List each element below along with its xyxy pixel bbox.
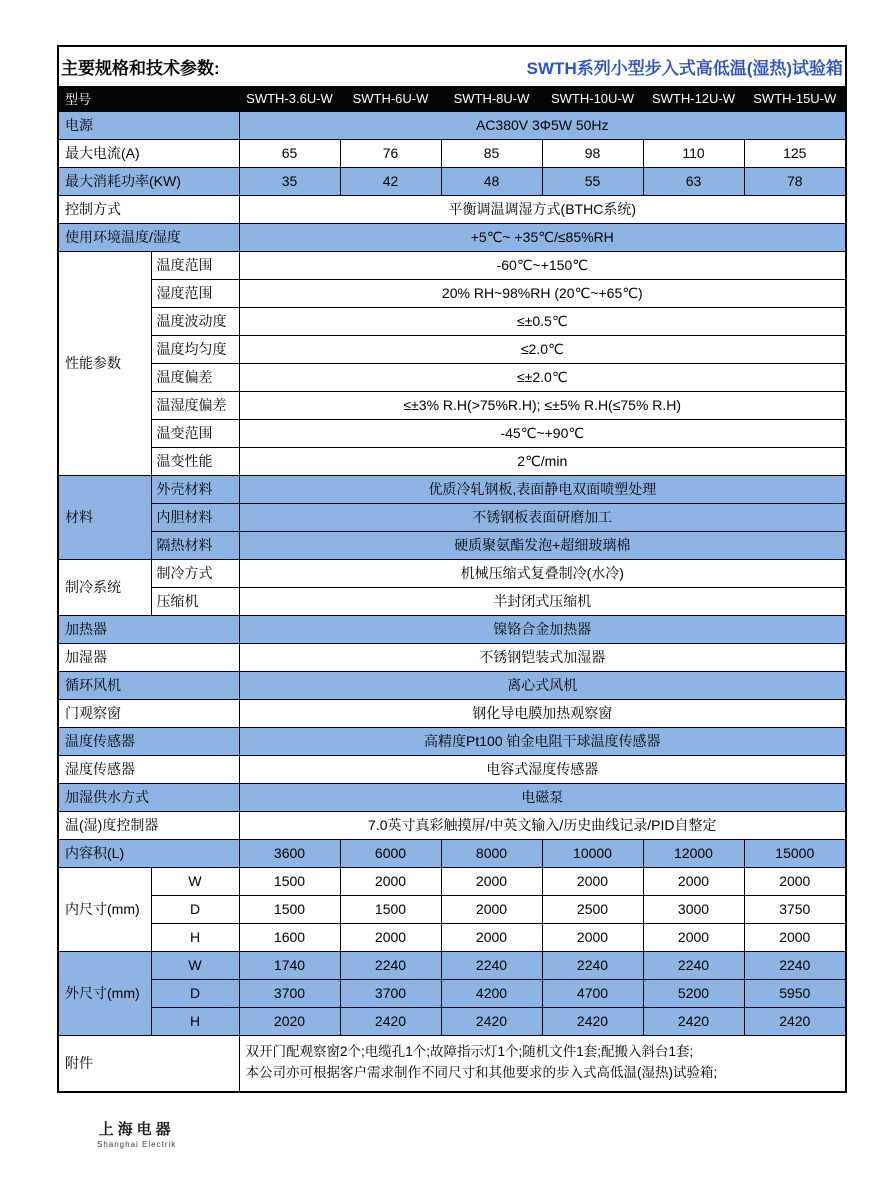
sub-label: 制冷方式 bbox=[151, 559, 239, 587]
sub-value: ≤±3% R.H(>75%R.H); ≤±5% R.H(≤75% R.H) bbox=[239, 391, 846, 419]
value-cell: 3600 bbox=[239, 839, 340, 867]
accessories-line1: 双开门配观察窗2个;电缆孔1个;故障指示灯1个;随机文件1套;配搬入斜台1套; bbox=[245, 1044, 694, 1060]
row-outer-size bbox=[58, 979, 846, 1007]
sub-label: 隔热材料 bbox=[151, 531, 239, 559]
value-cell: 1500 bbox=[239, 867, 340, 895]
sub-label: 温变性能 bbox=[151, 447, 239, 475]
row-heater bbox=[58, 615, 846, 643]
model-name: SWTH-6U-W bbox=[340, 86, 441, 111]
row-inner-size bbox=[58, 867, 846, 895]
sub-label: 温变范围 bbox=[151, 419, 239, 447]
row-water-supply bbox=[58, 783, 846, 811]
row-outer-size bbox=[58, 1007, 846, 1035]
outer-size-group-label: 外尺寸(mm) bbox=[58, 951, 151, 1035]
sub-label: 温湿度偏差 bbox=[151, 391, 239, 419]
refrigeration-group-label: 制冷系统 bbox=[58, 559, 151, 615]
value-cell: 2500 bbox=[542, 895, 643, 923]
model-row bbox=[58, 86, 846, 111]
row-control-value: 平衡调温调湿方式(BTHC系统) bbox=[239, 195, 846, 223]
value-cell: 98 bbox=[542, 139, 643, 167]
dim-label: H bbox=[151, 923, 239, 951]
model-name: SWTH-10U-W bbox=[542, 86, 643, 111]
row-max-current bbox=[58, 139, 846, 167]
value-cell: 3000 bbox=[643, 895, 744, 923]
row-humi-sensor-value: 电容式湿度传感器 bbox=[239, 755, 846, 783]
row-accessories bbox=[58, 1035, 846, 1092]
sub-value: ≤±2.0℃ bbox=[239, 363, 846, 391]
row-power-label: 电源 bbox=[58, 111, 239, 139]
value-cell: 2240 bbox=[744, 951, 846, 979]
sub-value: 不锈钢板表面研磨加工 bbox=[239, 503, 846, 531]
row-fan bbox=[58, 671, 846, 699]
row-temp-sensor-value: 高精度Pt100 铂金电阻干球温度传感器 bbox=[239, 727, 846, 755]
row-max-current-label: 最大电流(A) bbox=[58, 139, 239, 167]
spec-sheet bbox=[57, 45, 847, 1093]
sub-label: 温度波动度 bbox=[151, 307, 239, 335]
row-inner-size bbox=[58, 895, 846, 923]
value-cell: 2020 bbox=[239, 1007, 340, 1035]
row-temp-sensor-label: 温度传感器 bbox=[58, 727, 239, 755]
row-accessories-value bbox=[239, 1035, 846, 1092]
row-temp-sensor bbox=[58, 727, 846, 755]
value-cell: 2000 bbox=[542, 923, 643, 951]
value-cell: 65 bbox=[239, 139, 340, 167]
value-cell: 110 bbox=[643, 139, 744, 167]
row-max-power bbox=[58, 167, 846, 195]
dim-label: W bbox=[151, 867, 239, 895]
model-name: SWTH-15U-W bbox=[744, 86, 846, 111]
sub-label: 内胆材料 bbox=[151, 503, 239, 531]
value-cell: 3700 bbox=[239, 979, 340, 1007]
value-cell: 63 bbox=[643, 167, 744, 195]
sub-value: ≤2.0℃ bbox=[239, 335, 846, 363]
row-inner-size bbox=[58, 923, 846, 951]
value-cell: 6000 bbox=[340, 839, 441, 867]
sub-value: 20% RH~98%RH (20℃~+65℃) bbox=[239, 279, 846, 307]
value-cell: 2240 bbox=[441, 951, 542, 979]
value-cell: 42 bbox=[340, 167, 441, 195]
value-cell: 1500 bbox=[340, 895, 441, 923]
title-cell bbox=[58, 46, 846, 86]
row-humi-sensor bbox=[58, 755, 846, 783]
row-humi-sensor-label: 湿度传感器 bbox=[58, 755, 239, 783]
value-cell: 2000 bbox=[744, 867, 846, 895]
value-cell: 2000 bbox=[340, 923, 441, 951]
value-cell: 55 bbox=[542, 167, 643, 195]
sub-value: ≤±0.5℃ bbox=[239, 307, 846, 335]
sub-label: 温度范围 bbox=[151, 251, 239, 279]
sub-value: 硬质聚氨酯发泡+超细玻璃棉 bbox=[239, 531, 846, 559]
row-humidifier-label: 加湿器 bbox=[58, 643, 239, 671]
value-cell: 12000 bbox=[643, 839, 744, 867]
sub-label: 压缩机 bbox=[151, 587, 239, 615]
value-cell: 48 bbox=[441, 167, 542, 195]
row-accessories-label: 附件 bbox=[58, 1035, 239, 1092]
company-logo-en: Shanghai Electrik bbox=[97, 1140, 177, 1149]
sub-label: 温度偏差 bbox=[151, 363, 239, 391]
value-cell: 3750 bbox=[744, 895, 846, 923]
row-control bbox=[58, 195, 846, 223]
row-power-value: AC380V 3Φ5W 50Hz bbox=[239, 111, 846, 139]
value-cell: 85 bbox=[441, 139, 542, 167]
row-performance bbox=[58, 279, 846, 307]
dim-label: D bbox=[151, 979, 239, 1007]
sub-value: 机械压缩式复叠制冷(水冷) bbox=[239, 559, 846, 587]
accessories-line2: 本公司亦可根据客户需求制作不同尺寸和其他要求的步入式高低温(湿热)试验箱; bbox=[245, 1065, 718, 1081]
value-cell: 3700 bbox=[340, 979, 441, 1007]
value-cell: 125 bbox=[744, 139, 846, 167]
material-group-label: 材料 bbox=[58, 475, 151, 559]
sub-value: -60℃~+150℃ bbox=[239, 251, 846, 279]
value-cell: 4700 bbox=[542, 979, 643, 1007]
row-window bbox=[58, 699, 846, 727]
spec-table bbox=[57, 45, 847, 1093]
value-cell: 5950 bbox=[744, 979, 846, 1007]
row-humidifier-value: 不锈钢铠装式加湿器 bbox=[239, 643, 846, 671]
value-cell: 2420 bbox=[340, 1007, 441, 1035]
row-performance bbox=[58, 251, 846, 279]
title-row bbox=[58, 46, 846, 86]
row-water-supply-label: 加湿供水方式 bbox=[58, 783, 239, 811]
model-name: SWTH-3.6U-W bbox=[239, 86, 340, 111]
model-name: SWTH-8U-W bbox=[441, 86, 542, 111]
value-cell: 2420 bbox=[441, 1007, 542, 1035]
value-cell: 76 bbox=[340, 139, 441, 167]
sub-value: -45℃~+90℃ bbox=[239, 419, 846, 447]
dim-label: D bbox=[151, 895, 239, 923]
row-material bbox=[58, 531, 846, 559]
value-cell: 8000 bbox=[441, 839, 542, 867]
value-cell: 15000 bbox=[744, 839, 846, 867]
row-controller bbox=[58, 811, 846, 839]
row-performance bbox=[58, 419, 846, 447]
value-cell: 2240 bbox=[542, 951, 643, 979]
row-volume-label: 内容积(L) bbox=[58, 839, 239, 867]
row-performance bbox=[58, 447, 846, 475]
row-refrigeration bbox=[58, 559, 846, 587]
row-ambient-label: 使用环境温度/湿度 bbox=[58, 223, 239, 251]
sub-label: 外壳材料 bbox=[151, 475, 239, 503]
row-controller-value: 7.0英寸真彩触摸屏/中英文输入/历史曲线记录/PID自整定 bbox=[239, 811, 846, 839]
row-max-power-label: 最大消耗功率(KW) bbox=[58, 167, 239, 195]
sub-value: 优质冷轧钢板,表面静电双面喷塑处理 bbox=[239, 475, 846, 503]
page-title: 主要规格和技术参数: bbox=[61, 58, 220, 78]
row-refrigeration bbox=[58, 587, 846, 615]
value-cell: 2240 bbox=[340, 951, 441, 979]
company-logo-cn: 上海电器 bbox=[98, 1121, 175, 1138]
value-cell: 2000 bbox=[744, 923, 846, 951]
value-cell: 10000 bbox=[542, 839, 643, 867]
row-controller-label: 温(湿)度控制器 bbox=[58, 811, 239, 839]
row-humidifier bbox=[58, 643, 846, 671]
dim-label: W bbox=[151, 951, 239, 979]
value-cell: 2000 bbox=[441, 867, 542, 895]
value-cell: 1600 bbox=[239, 923, 340, 951]
row-window-label: 门观察窗 bbox=[58, 699, 239, 727]
row-fan-value: 离心式风机 bbox=[239, 671, 846, 699]
value-cell: 4200 bbox=[441, 979, 542, 1007]
sub-value: 2℃/min bbox=[239, 447, 846, 475]
row-material bbox=[58, 503, 846, 531]
row-heater-label: 加热器 bbox=[58, 615, 239, 643]
value-cell: 2000 bbox=[441, 923, 542, 951]
sub-value: 半封闭式压缩机 bbox=[239, 587, 846, 615]
row-ambient-value: +5℃~ +35℃/≤85%RH bbox=[239, 223, 846, 251]
row-material bbox=[58, 475, 846, 503]
value-cell: 2000 bbox=[542, 867, 643, 895]
value-cell: 2420 bbox=[643, 1007, 744, 1035]
row-water-supply-value: 电磁泵 bbox=[239, 783, 846, 811]
performance-group-label: 性能参数 bbox=[58, 251, 151, 475]
value-cell: 1740 bbox=[239, 951, 340, 979]
row-performance bbox=[58, 391, 846, 419]
value-cell: 2000 bbox=[340, 867, 441, 895]
model-row-label: 型号 bbox=[58, 86, 239, 111]
row-power bbox=[58, 111, 846, 139]
row-performance bbox=[58, 307, 846, 335]
value-cell: 2000 bbox=[643, 923, 744, 951]
row-ambient bbox=[58, 223, 846, 251]
value-cell: 2240 bbox=[643, 951, 744, 979]
value-cell: 2000 bbox=[643, 867, 744, 895]
series-title: SWTH系列小型步入式高低温(湿热)试验箱 bbox=[526, 58, 844, 78]
row-control-label: 控制方式 bbox=[58, 195, 239, 223]
value-cell: 2000 bbox=[441, 895, 542, 923]
value-cell: 2420 bbox=[744, 1007, 846, 1035]
value-cell: 5200 bbox=[643, 979, 744, 1007]
value-cell: 78 bbox=[744, 167, 846, 195]
sub-label: 温度均匀度 bbox=[151, 335, 239, 363]
row-heater-value: 镍铬合金加热器 bbox=[239, 615, 846, 643]
row-volume bbox=[58, 839, 846, 867]
sub-label: 湿度范围 bbox=[151, 279, 239, 307]
inner-size-group-label: 内尺寸(mm) bbox=[58, 867, 151, 951]
row-performance bbox=[58, 363, 846, 391]
company-logo bbox=[97, 1118, 176, 1149]
value-cell: 35 bbox=[239, 167, 340, 195]
model-name: SWTH-12U-W bbox=[643, 86, 744, 111]
value-cell: 1500 bbox=[239, 895, 340, 923]
row-window-value: 钢化导电膜加热观察窗 bbox=[239, 699, 846, 727]
row-outer-size bbox=[58, 951, 846, 979]
row-performance bbox=[58, 335, 846, 363]
dim-label: H bbox=[151, 1007, 239, 1035]
value-cell: 2420 bbox=[542, 1007, 643, 1035]
row-fan-label: 循环风机 bbox=[58, 671, 239, 699]
